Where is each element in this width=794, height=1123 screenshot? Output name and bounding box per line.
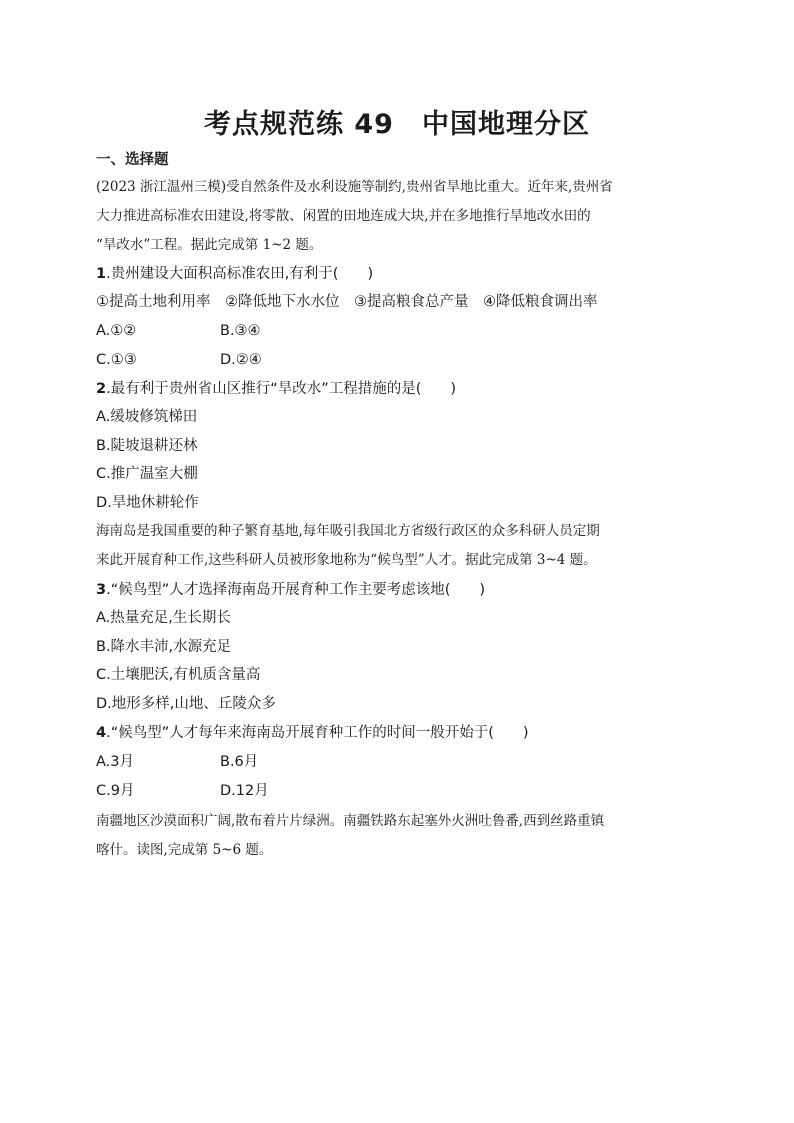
option-c: C.9月 (96, 783, 135, 799)
question-1-options-row (96, 321, 706, 341)
question-text: .“候鸟型”人才选择海南岛开展育种工作主要考虑该地( ) (106, 582, 486, 598)
option-c: C.①③ (96, 352, 137, 368)
question-4-options-row (96, 781, 706, 801)
option-b: B.③④ (220, 323, 261, 339)
question-number: 3 (96, 582, 107, 598)
option-a: A.3月 (96, 754, 134, 770)
question-3-stem (96, 580, 706, 600)
option-b: B.陡坡退耕还林 (96, 438, 198, 454)
option-a: A.缓坡修筑梯田 (96, 409, 198, 425)
option-a: A.热量充足,生长期长 (96, 610, 231, 626)
question-number: 1 (96, 266, 107, 282)
option-b: B.降水丰沛,水源充足 (96, 639, 232, 655)
question-text: .贵州建设大面积高标准农田,有利于( ) (106, 266, 374, 282)
passage3-line: 南疆地区沙漠面积广阔,散布着片片绿洲。南疆铁路东起塞外火洲吐鲁番,西到丝路重镇 (96, 813, 605, 829)
question-1-statements: ①提高土地利用率 ②降低地下水水位 ③提高粮食总产量 ④降低粮食调出率 (96, 294, 598, 310)
passage2-line: 来此开展育种工作,这些科研人员被形象地称为“候鸟型”人才。据此完成第 3~4 题。 (96, 552, 597, 568)
passage1-line: 大力推进高标准农田建设,将零散、闲置的田地连成大块,并在多地推行旱地改水田的 (96, 208, 591, 224)
option-d: D.12月 (220, 783, 269, 799)
page-title: 考点规范练 49 中国地理分区 (204, 109, 590, 140)
question-number: 2 (96, 381, 107, 397)
question-2-stem (96, 379, 706, 399)
question-text: .最有利于贵州省山区推行“旱改水”工程措施的是( ) (106, 381, 457, 397)
question-4-options-row (96, 752, 706, 772)
question-4-stem (96, 723, 706, 743)
question-text: .“候鸟型”人才每年来海南岛开展育种工作的时间一般开始于( ) (106, 725, 529, 741)
question-number: 4 (96, 725, 107, 741)
option-c: C.推广温室大棚 (96, 466, 198, 482)
option-a: A.①② (96, 323, 137, 339)
passage1-line: “旱改水”工程。据此完成第 1~2 题。 (96, 237, 323, 253)
option-b: B.6月 (220, 754, 259, 770)
option-c: C.土壤肥沃,有机质含量高 (96, 667, 261, 683)
section-heading: 一、选择题 (96, 152, 169, 168)
passage1-line: (2023 浙江温州三模)受自然条件及水利设施等制约,贵州省旱地比重大。近年来,贵州省 (96, 179, 613, 195)
question-1-stem (96, 264, 706, 284)
option-d: D.地形多样,山地、丘陵众多 (96, 696, 276, 712)
passage2-line: 海南岛是我国重要的种子繁育基地,每年吸引我国北方省级行政区的众多科研人员定期 (96, 523, 600, 539)
passage3-line: 喀什。读图,完成第 5~6 题。 (96, 842, 273, 858)
option-d: D.②④ (220, 352, 262, 368)
option-d: D.旱地休耕轮作 (96, 495, 199, 511)
question-1-options-row (96, 350, 706, 370)
